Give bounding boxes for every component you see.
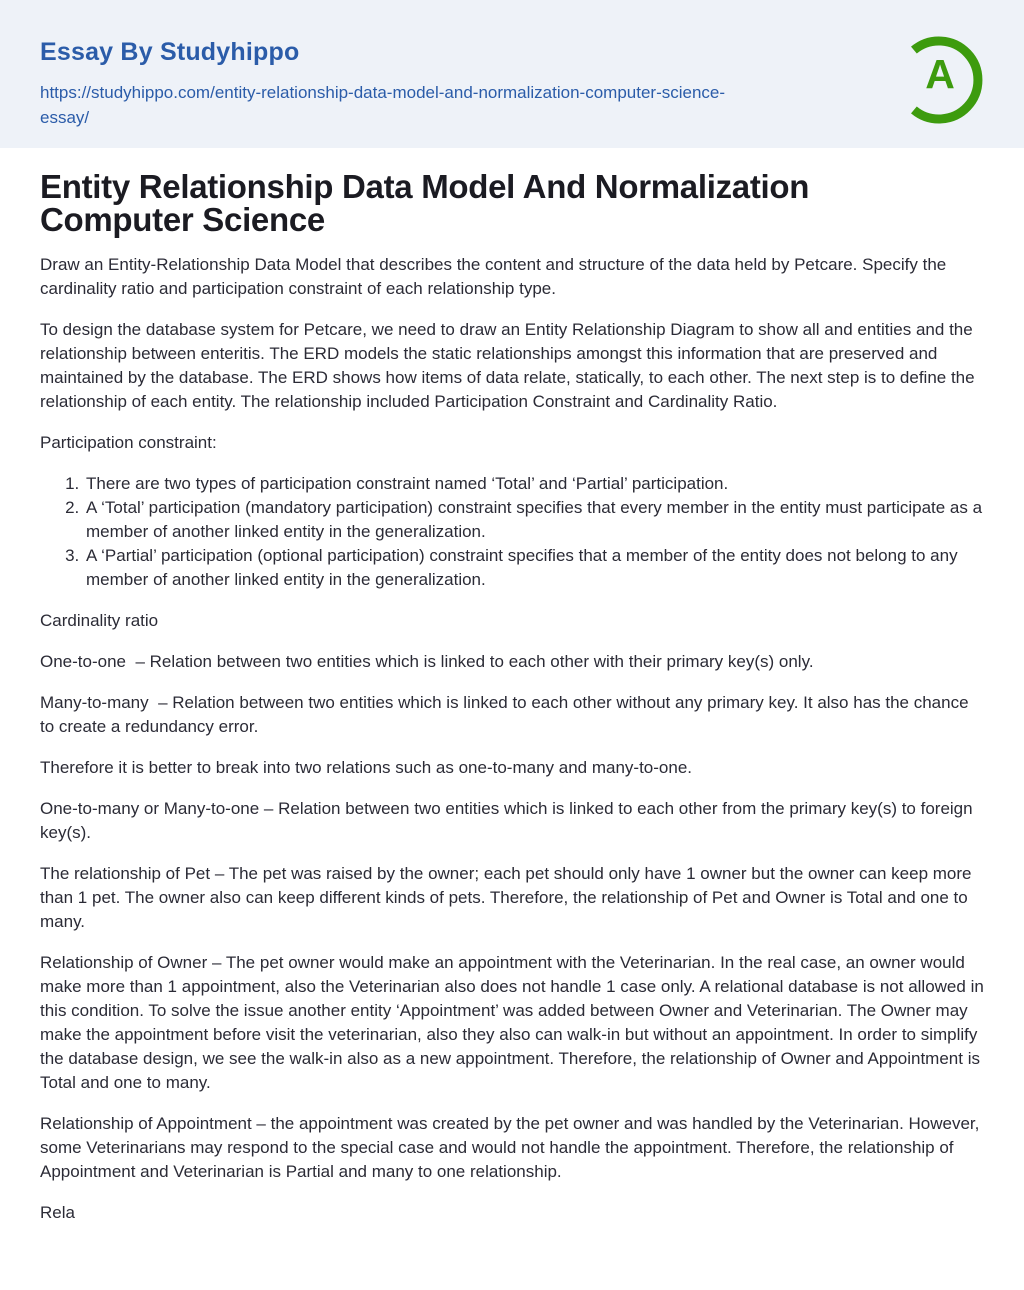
paragraph-many-to-many: Many-to-many – Relation between two entities which is linked to each other without any primary key. It also has the chance to create a redundancy error. [40,693,974,736]
studyhippo-logo [894,35,984,130]
essay-content [0,170,1024,1225]
paragraph-participation-heading: Participation constraint: [40,433,217,452]
logo-arc-icon [894,35,984,125]
paragraph-relationship-appointment: Relationship of Appointment – the appointment was created by the pet owner and was handled by the Veterinarian. However, some Veterinarians may respond to the special case and would not handle the appointment. Therefore, the relationship of Appointment and Veterinarian is Partial and many to one relationship. [40,1114,985,1181]
paragraph-intro: To design the database system for Petcare, we need to draw an Entity Relationship Diagram to show all and entities and the relationship between enteritis. The ERD models the static relationships amongst this information that are preserved and maintained by the database. The ERD shows how items of data relate, statically, to each other. The next step is to define the relationship of each entity. The relationship included Participation Constraint and Cardinality Ratio. [40,320,980,411]
page-url-line-2: essay/ [40,108,90,127]
paragraph-relationship-owner: Relationship of Owner – The pet owner would make an appointment with the Veterinarian. In the real case, an owner would make more than 1 appointment, also the Veterinarian also does not handle 1 case only. A relational database is not allowed in this condition. To solve the issue another entity ‘Appointment’ was added between Owner and Veterinarian. The Owner may make the appointment before visit the veterinarian, also they also can walk-in but without an appointment. In order to simplify the database design, we see the walk-in also as a new appointment. Therefore, the relationship of Owner and Appointment is Total and one to many. [40,953,989,1092]
list-item: 1. There are two types of participation constraint named ‘Total’ and ‘Partial’ participation. [84,472,984,496]
logo-letter: A [925,51,955,97]
paragraph-relationship-pet: The relationship of Pet – The pet was raised by the owner; each pet should only have 1 owner but the owner can keep more than 1 pet. The owner also can keep different kinds of pets. Therefore, the relationship of Pet and Owner is Total and one to many. [40,864,977,931]
header-text-block [40,38,725,130]
site-title: Essay By Studyhippo [40,38,300,66]
article-title: Entity Relationship Data Model And Normalization Computer Science [40,168,810,238]
paragraph-truncated: Rela [40,1203,75,1222]
paragraph-one-to-one: One-to-one – Relation between two entities which is linked to each other with their primary key(s) only. [40,652,814,671]
paragraph-prompt: Draw an Entity-Relationship Data Model that describes the content and structure of the data held by Petcare. Specify the cardinality ratio and participation constraint of each relationship type. [40,255,951,298]
paragraph-cardinality-heading: Cardinality ratio [40,611,159,630]
list-item: 3. A ‘Partial’ participation (optional participation) constraint specifies that a member of the entity does not belong to any member of another linked entity in the generalization. [84,544,984,592]
page-header [0,0,1024,148]
paragraph-therefore: Therefore it is better to break into two relations such as one-to-many and many-to-one. [40,758,692,777]
list-item: 2. A ‘Total’ participation (mandatory participation) constraint specifies that every member in the entity must participate as a member of another linked entity in the generalization. [84,496,984,544]
participation-list [40,472,984,592]
page-url[interactable] [40,80,725,130]
page-url-line-1: https://studyhippo.com/entity-relationship-data-model-and-normalization-computer-science- [40,83,726,102]
paragraph-one-to-many: One-to-many or Many-to-one – Relation between two entities which is linked to each other from the primary key(s) to foreign key(s). [40,799,978,842]
